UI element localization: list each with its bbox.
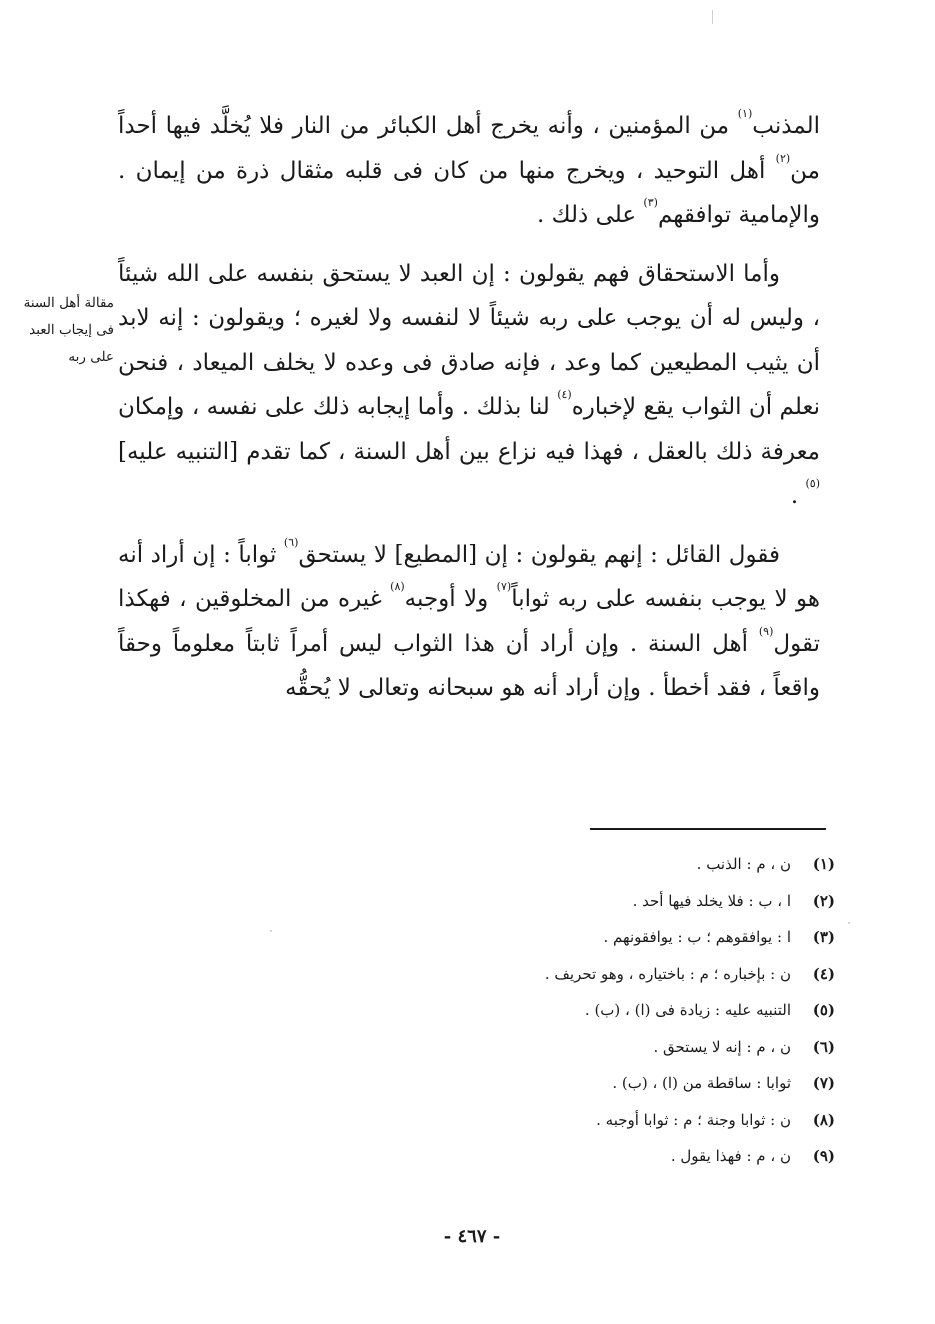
footnote-ref-9[interactable]: (٩) [758,624,774,638]
footnote-number: (٣) [812,928,835,946]
margin-note-line: فى إيجاب العبد [29,322,114,338]
footnotes-list [355,846,835,1175]
footnote-ref-3[interactable]: (٣) [643,196,658,209]
footnote-item [355,1138,835,1175]
footnote-item [355,1029,835,1066]
footnote-text: ن : بإخباره ؛ م : باختياره ، وهو تحريف . [544,964,791,983]
paragraph-3 [118,533,820,711]
text-run: من المؤمنين ، وأنه يخرج أهل الكبائر من النار فلا يُخلَّد فيها أحداً من [118,113,820,184]
footnote-number: (١) [812,855,835,873]
footnote-text: ا : يوافقوهم ؛ ب : يوافقونهم . [603,928,791,946]
footnote-separator [590,828,826,830]
footnote-item [355,992,835,1029]
footnote-ref-4[interactable]: (٤) [557,388,572,401]
paragraph-1 [118,104,820,238]
footnote-number: (٨) [812,1110,835,1129]
footnote-ref-1[interactable]: (١) [737,107,753,120]
footnote-item [355,956,835,993]
footnote-number: (٢) [812,891,835,910]
main-text-block [118,104,820,711]
scan-speck [848,922,850,924]
footnote-number: (٩) [812,1147,835,1165]
footnote-number: (٤) [812,964,835,983]
footnote-item [355,919,835,956]
page-number: - ٤٦٧ - [443,1226,501,1247]
text-run: ثواباً : إن أراد أنه هو لا يوجب بنفسه على ربه ثواباً [118,541,820,612]
footnote-ref-5[interactable]: (٥) [805,477,820,490]
text-run: غيره من المخلوقين ، فهكذا تقول [118,586,820,657]
footnote-item [355,883,835,920]
text-run: . [790,483,806,509]
footnote-ref-8[interactable]: (٨) [390,580,405,593]
text-run: فقول القائل : إنهم يقولون : إن [المطيع] لا يستحق [298,541,780,568]
footnote-item [355,1102,835,1139]
text-run: أهل السنة . وإن أراد أن هذا الثواب ليس أمراً ثابتاً معلوماً وحقاً واقعاً ، فقد أخطأ . وإن أراد أنه هو سبحانه وتعالى لا يُحقُّه [118,630,820,701]
footnote-text: ن ، م : الذنب . [696,855,791,873]
footnote-ref-6[interactable]: (٦) [283,535,299,549]
footnote-text: ن ، م : فهذا يقول . [670,1147,791,1165]
footnote-item [355,846,835,883]
text-run: على ذلك . [537,202,644,228]
footnote-text: ثوابا : ساقطة من (ا) ، (ب) . [612,1074,791,1092]
footnote-number: (٧) [812,1074,835,1092]
footnote-number: (٥) [812,1001,835,1019]
footnote-number: (٦) [812,1037,835,1056]
text-run: المذنب [752,113,820,139]
margin-note-line: مقالة أهل السنة [23,295,114,311]
text-run: أهل التوحيد ، ويخرج منها من كان فى قلبه مثقال ذرة من إيمان . والإمامية توافقهم [118,157,820,228]
scan-speck [270,930,272,932]
footnote-text: ا ، ب : فلا يخلد فيها أحد . [632,891,791,910]
paragraph-2 [118,252,820,519]
text-run: لنا بذلك . وأما إيجابه ذلك على نفسه ، وإمكان معرفة ذلك بالعقل ، فهذا فيه نزاع بين أهل السنة ، كما تقدم [التنبيه عليه] [118,394,820,465]
footnote-ref-2[interactable]: (٢) [775,151,791,165]
text-run: وأما الاستحقاق فهم يقولون : إن العبد لا يستحق بنفسه على الله شيئاً ، وليس له أن يوجب على ربه شيئاً لا لنفسه ولا لغيره ؛ ويقولون : إنه لابد أن يثيب المطيعين كما وعد ، فإنه صادق فى وعده لا يخلف الميعاد ، فنحن نعلم أن الثواب يقع لإخباره [118,260,820,420]
text-run: ولا أوجبه [404,586,497,612]
footnote-item [355,1065,835,1102]
scan-mark [712,10,713,24]
margin-note-line: على ربه [68,349,114,365]
footnote-text: ن ، م : إنه لا يستحق . [653,1037,791,1056]
footnote-text: ن : ثوابا وجنة ؛ م : ثوابا أوجبه . [596,1110,791,1129]
footnote-text: التنبيه عليه : زيادة فى (ا) ، (ب) . [584,1001,791,1019]
footnote-ref-7[interactable]: (٧) [496,580,512,593]
margin-note [2,290,114,371]
